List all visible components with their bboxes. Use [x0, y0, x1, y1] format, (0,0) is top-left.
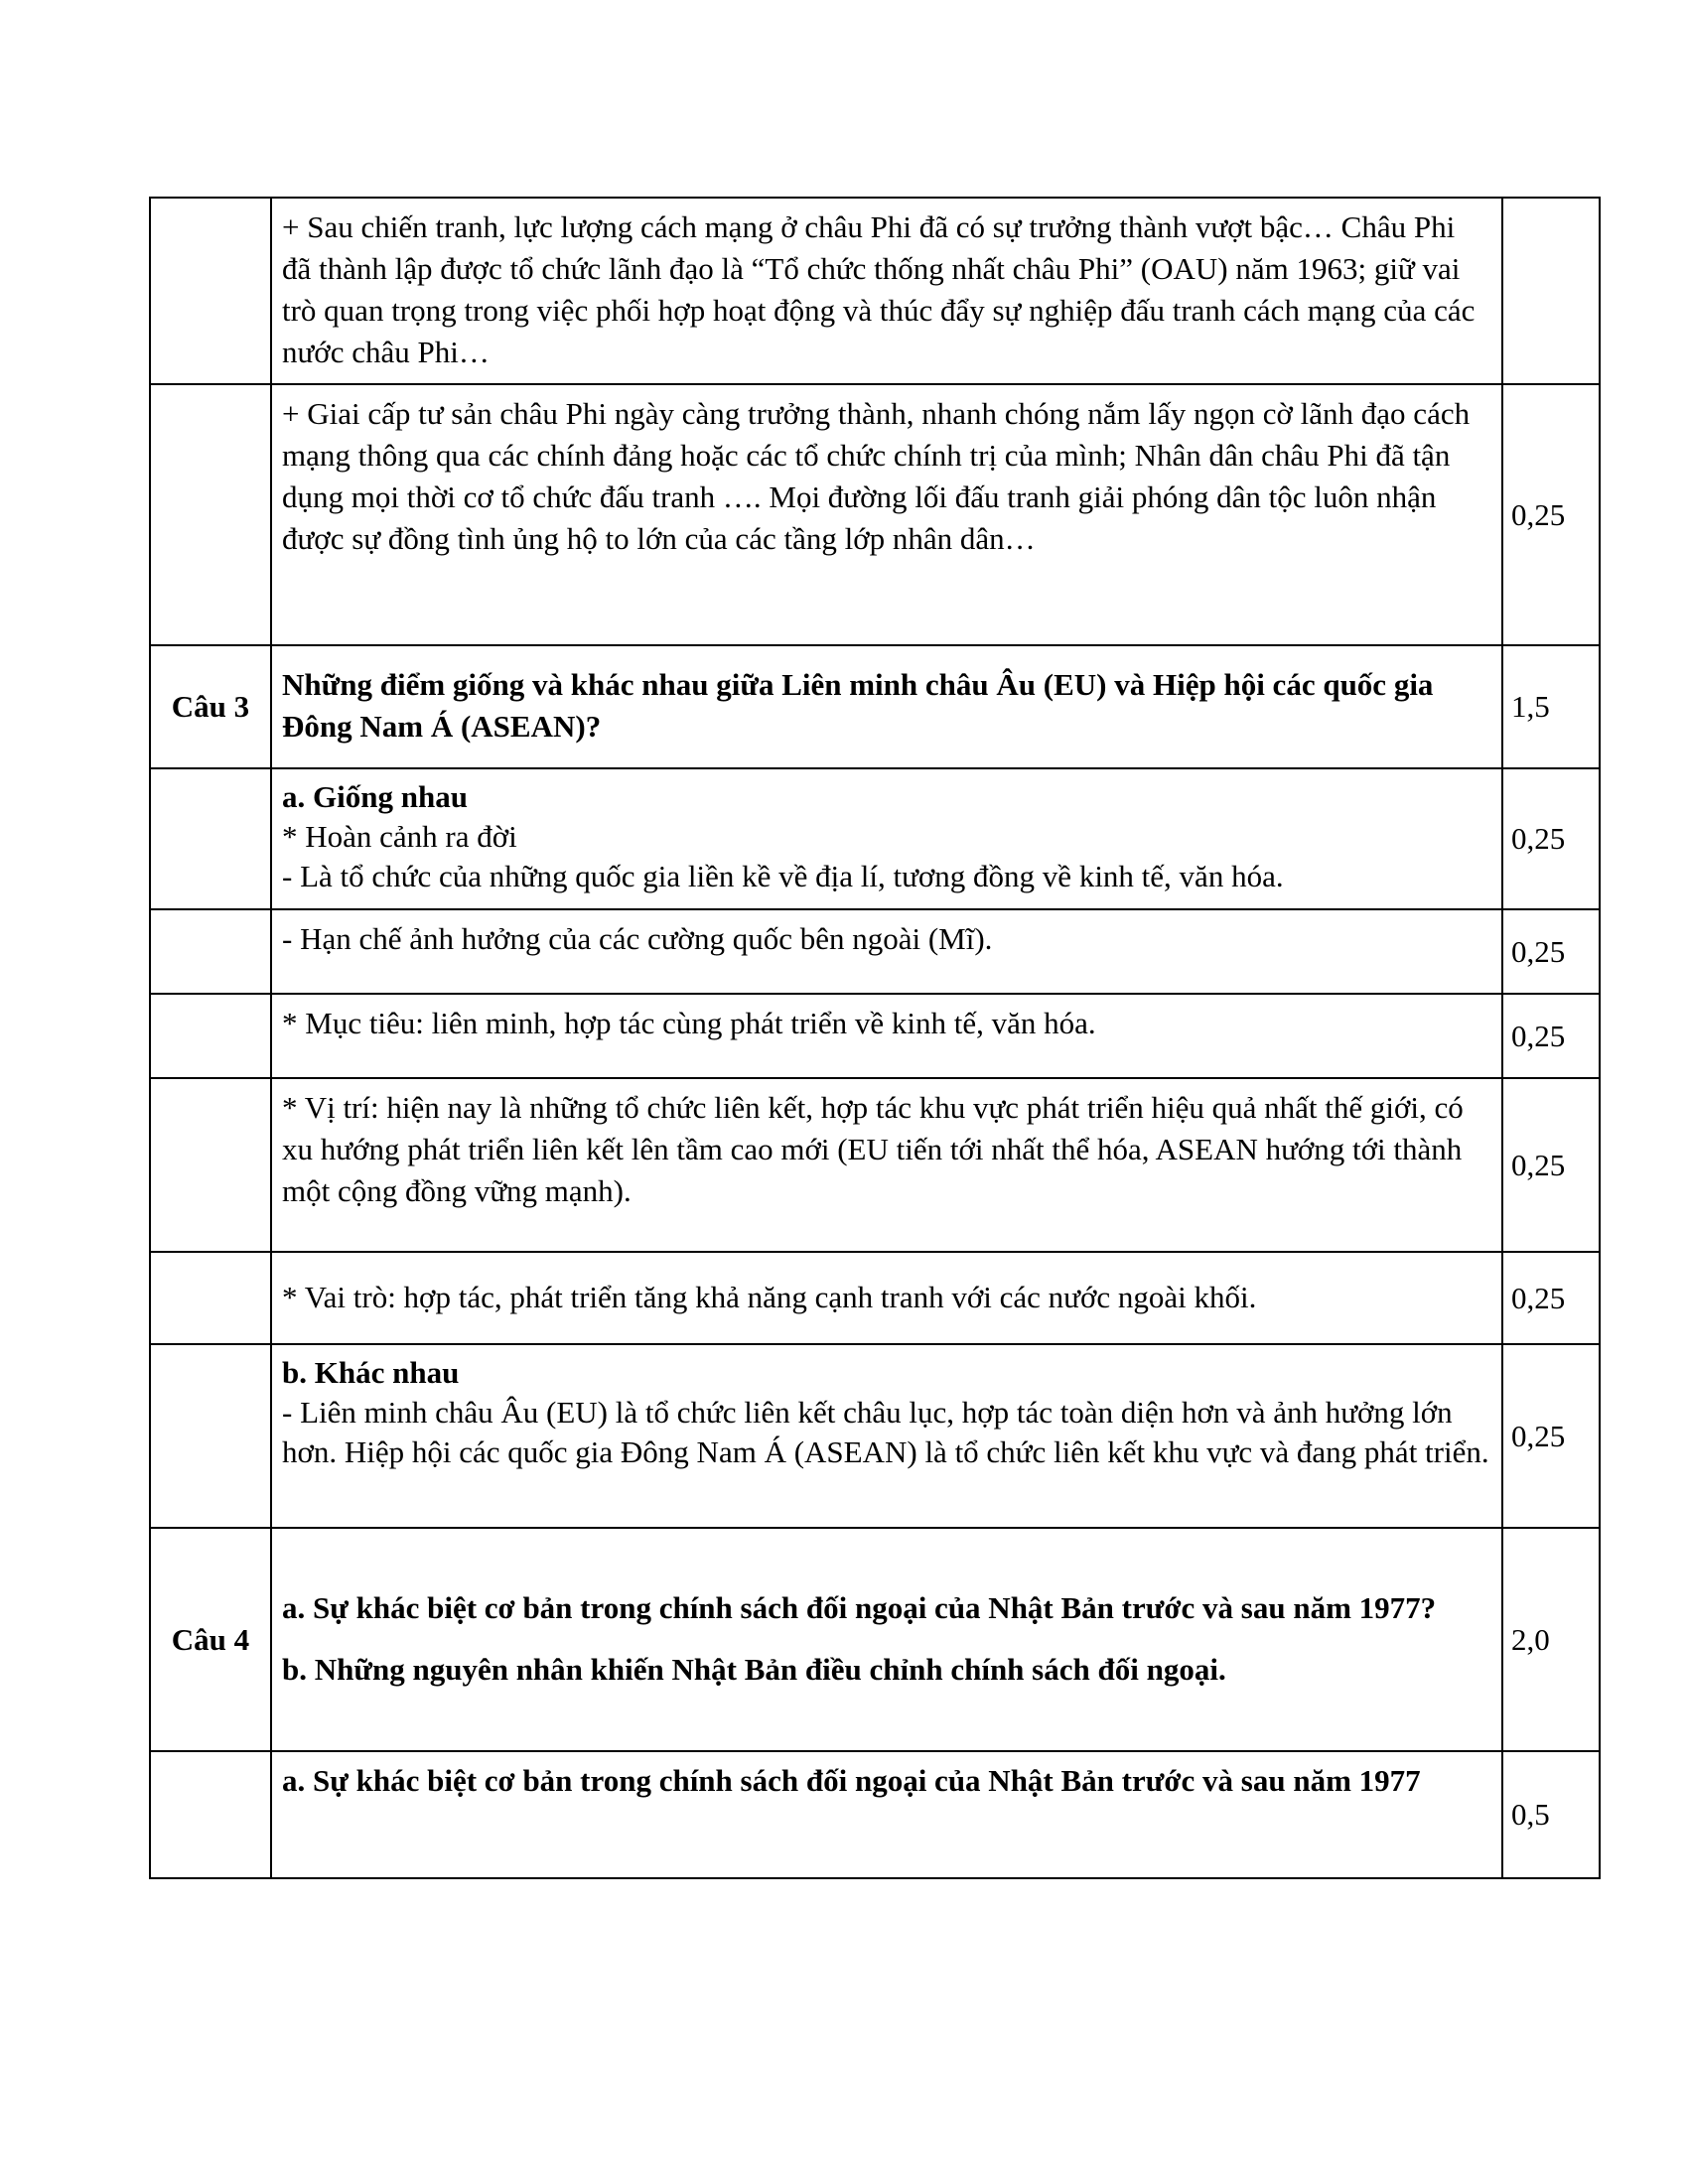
table-row: [150, 909, 1600, 994]
question-cell: [150, 384, 271, 645]
table-row: [150, 768, 1600, 909]
score-cell: 0,5: [1502, 1751, 1600, 1878]
score-cell: 0,25: [1502, 384, 1600, 645]
content-paragraph: * Vị trí: hiện nay là những tổ chức liên kết, hợp tác khu vực phát triển hiệu quả nhất thế giới, có xu hướng phát triển liên kết lên tầm cao mới (EU tiến tới nhất thể hóa, ASEAN hướng tới thành một cộng đồng vững mạnh).: [282, 1090, 1464, 1208]
table-row: [150, 384, 1600, 645]
content-cell: [271, 909, 1502, 994]
content-cell: [271, 1528, 1502, 1751]
question-cell: [150, 994, 271, 1078]
score-cell: 1,5: [1502, 645, 1600, 768]
question-label: Câu 3: [150, 645, 271, 768]
score-cell: 0,25: [1502, 994, 1600, 1078]
question-cell: [150, 768, 271, 909]
table-row: [150, 198, 1600, 384]
score-cell: [1502, 198, 1600, 384]
question-cell: [150, 1252, 271, 1344]
score-cell: 0,25: [1502, 1252, 1600, 1344]
content-paragraph: * Mục tiêu: liên minh, hợp tác cùng phát triển về kinh tế, văn hóa.: [282, 1006, 1096, 1040]
content-cell: [271, 1751, 1502, 1878]
question-cell: [150, 1751, 271, 1878]
content-paragraph: - Liên minh châu Âu (EU) là tổ chức liên kết châu lục, hợp tác toàn diện hơn và ảnh hưởng lớn hơn. Hiệp hội các quốc gia Đông Nam Á (ASEAN) là tổ chức liên kết khu vực và đang phát triển.: [282, 1395, 1489, 1469]
question-label: Câu 4: [150, 1528, 271, 1751]
content-paragraph: * Hoàn cảnh ra đời: [282, 819, 517, 854]
content-cell: [271, 384, 1502, 645]
question-text: b. Những nguyên nhân khiến Nhật Bản điều chỉnh chính sách đối ngoại.: [282, 1651, 1226, 1687]
content-cell: [271, 1344, 1502, 1528]
content-paragraph: - Là tổ chức của những quốc gia liền kề về địa lí, tương đồng về kinh tế, văn hóa.: [282, 859, 1284, 893]
table-row: [150, 994, 1600, 1078]
score-cell: 0,25: [1502, 768, 1600, 909]
question-text: Những điểm giống và khác nhau giữa Liên minh châu Âu (EU) và Hiệp hội các quốc gia Đông Nam Á (ASEAN)?: [282, 667, 1434, 744]
score-cell: 0,25: [1502, 1344, 1600, 1528]
content-cell: [271, 645, 1502, 768]
content-cell: [271, 994, 1502, 1078]
question-cell: [150, 1078, 271, 1252]
table-row: [150, 1252, 1600, 1344]
table-row: [150, 645, 1600, 768]
answer-table: [149, 197, 1601, 1879]
content-cell: [271, 198, 1502, 384]
table-row: [150, 1751, 1600, 1878]
table-row: [150, 1344, 1600, 1528]
content-cell: [271, 768, 1502, 909]
question-cell: [150, 909, 271, 994]
section-heading: b. Khác nhau: [282, 1355, 460, 1390]
table-row: [150, 1078, 1600, 1252]
score-cell: 0,25: [1502, 909, 1600, 994]
question-text: a. Sự khác biệt cơ bản trong chính sách đối ngoại của Nhật Bản trước và sau năm 1977?: [282, 1589, 1437, 1625]
content-paragraph: + Sau chiến tranh, lực lượng cách mạng ở châu Phi đã có sự trưởng thành vượt bậc… Châu Phi đã thành lập được tổ chức lãnh đạo là “Tổ chức thống nhất châu Phi” (OAU) năm 1963; giữ vai trò quan trọng trong việc phối hợp hoạt động và thúc đẩy sự nghiệp đấu tranh cách mạng của các nước châu Phi…: [282, 209, 1476, 369]
content-paragraph: - Hạn chế ảnh hưởng của các cường quốc bên ngoài (Mĩ).: [282, 921, 993, 956]
content-cell: [271, 1078, 1502, 1252]
content-paragraph: + Giai cấp tư sản châu Phi ngày càng trưởng thành, nhanh chóng nắm lấy ngọn cờ lãnh đạo cách mạng thông qua các chính đảng hoặc các tổ chức chính trị của mình; Nhân dân châu Phi đã tận dụng mọi thời cơ tổ chức đấu tranh …. Mọi đường lối đấu tranh giải phóng dân tộc luôn nhận được sự đồng tình ủng hộ to lớn của các tầng lớp nhân dân…: [282, 396, 1471, 556]
content-cell: [271, 1252, 1502, 1344]
score-cell: 2,0: [1502, 1528, 1600, 1751]
table-row: [150, 1528, 1600, 1751]
section-heading: a. Giống nhau: [282, 779, 468, 814]
score-cell: 0,25: [1502, 1078, 1600, 1252]
section-heading: a. Sự khác biệt cơ bản trong chính sách đối ngoại của Nhật Bản trước và sau năm 1977: [282, 1763, 1421, 1798]
question-cell: [150, 198, 271, 384]
spacer: [282, 1629, 1491, 1649]
content-paragraph: * Vai trò: hợp tác, phát triển tăng khả năng cạnh tranh với các nước ngoài khối.: [282, 1279, 1257, 1314]
question-cell: [150, 1344, 271, 1528]
